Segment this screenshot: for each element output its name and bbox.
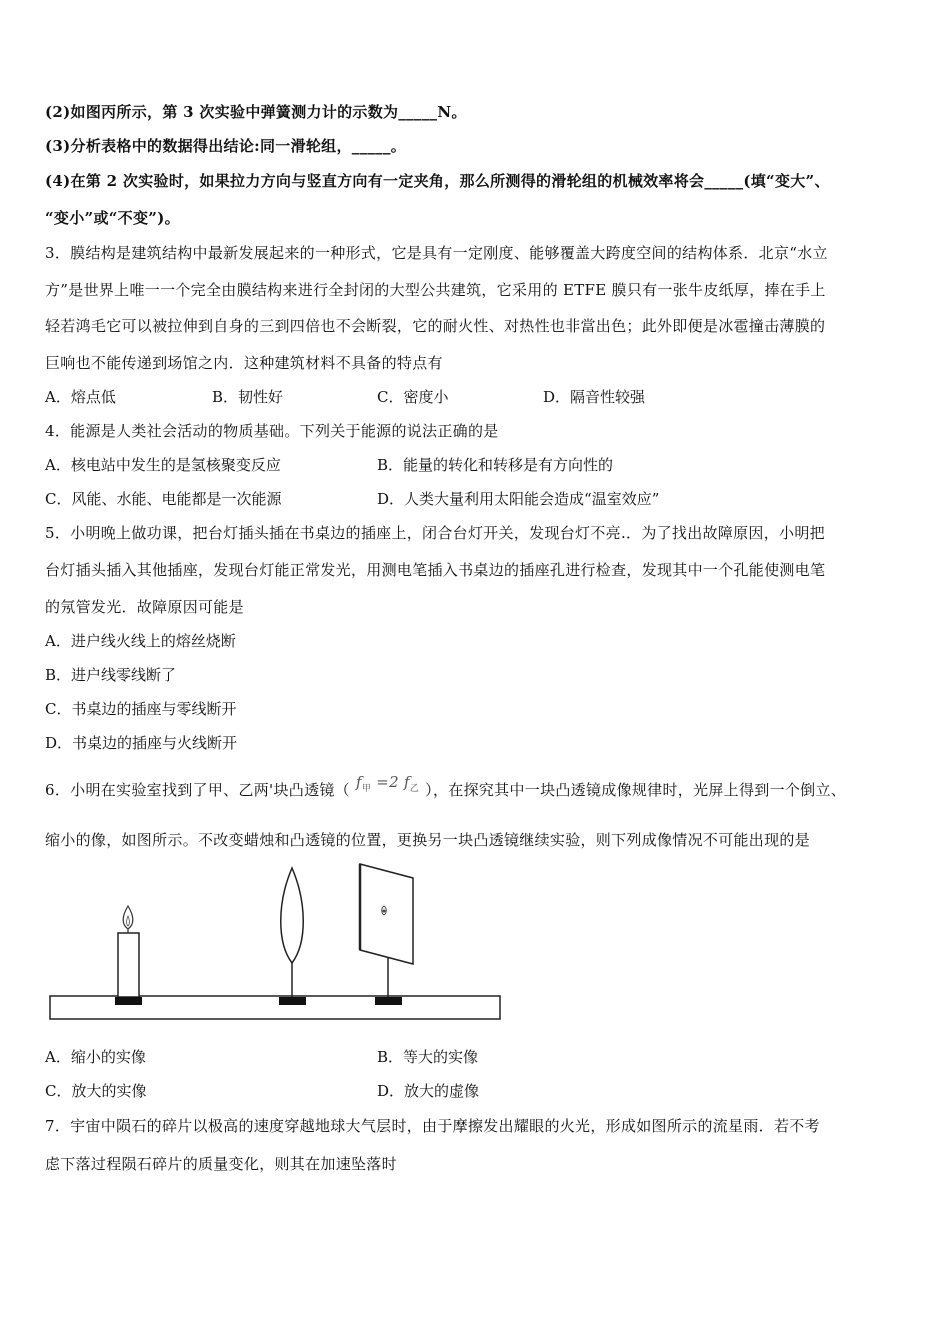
candle-icon [115,906,142,1005]
q6-stem-line2: 缩小的像，如图所示。不改变蜡烛和凸透镜的位置，更换另一块凸透镜继续实验，则下列成像情况不可能出现的是 [45,831,811,849]
q3-option-b: B．韧性好 [212,388,284,406]
q5-stem-line3: 的氖管发光．故障原因可能是 [45,598,244,616]
formula-sub-yi: 乙 [409,784,420,794]
q4-option-b: B．能量的转化和转移是有方向性的 [377,456,614,474]
optical-bench-figure [48,858,503,1026]
q6-option-d: D．放大的虚像 [377,1082,480,1100]
q6-option-b: B．等大的实像 [377,1048,479,1066]
q7-stem-line1: 7．宇宙中陨石的碎片以极高的速度穿越地球大气层时，由于摩擦发出耀眼的火光，形成如图所示的流星雨．若不考 [45,1117,820,1135]
q6-option-c: C．放大的实像 [45,1082,147,1100]
q2-item4-line2: “变小”或“不变”)。 [45,209,180,227]
formula-f-yi: f [404,773,410,791]
q2-item3: (3)分析表格中的数据得出结论:同一滑轮组，_____。 [45,137,407,155]
q5-stem-line1: 5．小明晚上做功课，把台灯插头插在书桌边的插座上，闭合台灯开关，发现台灯不亮.．为了找出故障原因，小明把 [45,524,825,542]
q4-option-d: D．人类大量利用太阳能会造成“温室效应” [377,490,660,508]
q3-stem-line1: 3．膜结构是建筑结构中最新发展起来的一种形式，它是具有一定刚度、能够覆盖大跨度空间的结构体系．北京“水立 [45,244,828,262]
q6-option-a: A．缩小的实像 [45,1048,146,1066]
q4-stem: 4．能源是人类社会活动的物质基础。下列关于能源的说法正确的是 [45,422,499,440]
q3-option-a: A．熔点低 [45,388,116,406]
formula-equals-two: =2 [371,773,404,791]
q3-stem-line3: 轻若鸿毛它可以被拉伸到自身的三到四倍也不会断裂，它的耐火性、对热性也非當出色；此外即便是冰雹撞击薄膜的 [45,317,826,335]
q2-item2: (2)如图丙所示，第 3 次实验中弹簧测力计的示数为_____N。 [45,103,467,121]
convex-lens-icon [279,868,306,1005]
light-screen-icon [360,864,413,1005]
q7-stem-line2: 虑下落过程陨石碎片的质量变化，则其在加速坠落时 [45,1155,397,1173]
formula-sub-jia: 甲 [361,784,372,794]
q2-item4-line1: (4)在第 2 次实验时，如果拉力方向与竖直方向有一定夹角，那么所测得的滑轮组的机械效率将会_____(填“变大”、 [45,172,830,190]
q3-option-c: C．密度小 [377,388,449,406]
q4-option-a: A．核电站中发生的是氢核聚变反应 [45,456,281,474]
q3-stem-line4: 巨响也不能传递到场馆之内．这种建筑材料不具备的特点有 [45,354,443,372]
q5-option-a: A．进户线火线上的熔丝烧断 [45,632,236,650]
q3-option-d: D．隔音性较强 [543,388,646,406]
q5-option-d: D．书桌边的插座与火线断开 [45,734,238,752]
q6-formula [350,772,425,799]
q6-stem-before: 6．小明在实验室找到了甲、乙两'块凸透镜（ [45,781,350,799]
q6-stem-line1 [45,773,847,807]
q5-stem-line2: 台灯插头插入其他插座，发现台灯能正常发光，用测电笔插入书桌边的插座孔进行检查，发现其中一个孔能使测电笔 [45,561,826,579]
q5-option-c: C．书桌边的插座与零线断开 [45,700,237,718]
q3-stem-line2: 方”是世界上唯一一个完全由膜结构来进行全封闭的大型公共建筑，它采用的 ETFE 膜只有一张牛皮纸厚，捧在手上 [45,281,826,299]
q4-option-c: C．风能、水能、电能都是一次能源 [45,490,282,508]
q5-option-b: B．进户线零线断了 [45,666,177,684]
q6-stem-after: ），在探究其中一块凸透镜成像规律时，光屏上得到一个倒立、 [425,781,847,799]
formula-f-jia: f [355,773,362,791]
